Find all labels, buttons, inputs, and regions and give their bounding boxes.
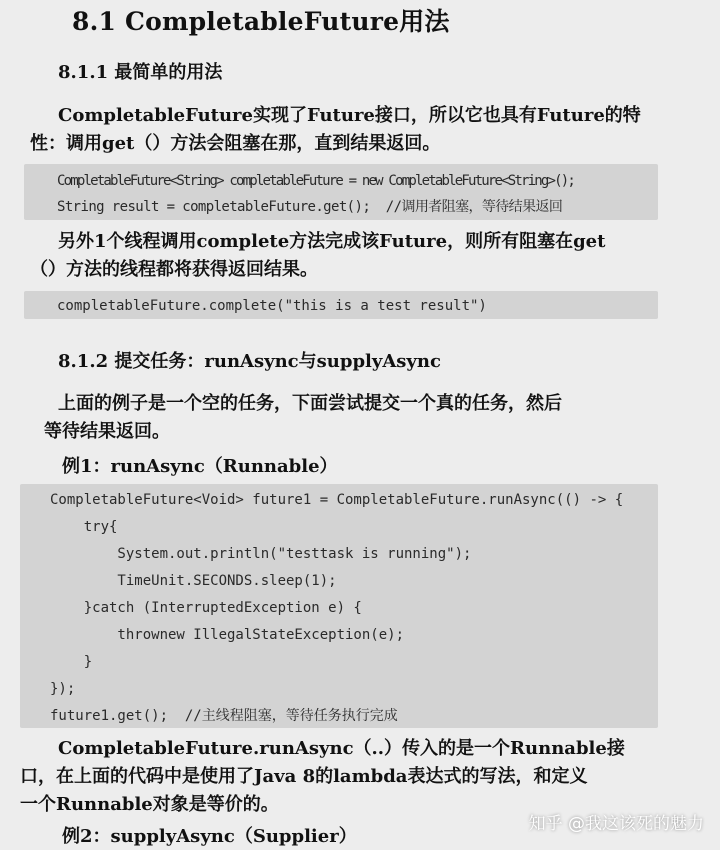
code-line: CompletableFuture<Void> future1 = CompletableFuture.runAsync(() -> { [50, 492, 624, 508]
code-line: }catch (InterruptedException e) { [50, 600, 362, 616]
code-block [24, 291, 658, 319]
zhihu-watermark: 知乎 @我这该死的魅力 [528, 814, 704, 834]
paragraph-line: 性：调用get（）方法会阻塞在那，直到结果返回。 [30, 133, 441, 154]
code-line: System.out.println("testtask is running"); [50, 546, 472, 562]
paragraph-line: 上面的例子是一个空的任务，下面尝试提交一个真的任务，然后 [58, 393, 562, 414]
code-block [20, 484, 658, 728]
section-title: 8.1 CompletableFuture用法 [72, 7, 450, 36]
paragraph-line: 另外1个线程调用complete方法完成该Future，则所有阻塞在get [58, 231, 606, 252]
paragraph-line: 等待结果返回。 [44, 421, 170, 442]
subsection-title-basic-usage: 8.1.1 最简单的用法 [58, 62, 223, 83]
paragraph-line: （）方法的线程都将获得返回结果。 [30, 259, 318, 280]
paragraph-line: 口，在上面的代码中是使用了Java 8的lambda表达式的写法，和定义 [20, 766, 588, 787]
code-line: } [50, 654, 93, 670]
code-line: }); [50, 681, 76, 697]
code-line: String result = completableFuture.get(); //调用者阻塞，等待结果返回 [57, 199, 563, 215]
example-title: 例1：runAsync（Runnable） [62, 456, 338, 477]
code-line: completableFuture.complete("this is a test result") [57, 298, 487, 314]
subsection-title-submit-tasks: 8.1.2 提交任务：runAsync与supplyAsync [58, 351, 441, 372]
code-line: CompletableFuture<String> completableFuture = new CompletableFuture<String>(); [57, 173, 575, 189]
example-title: 例2：supplyAsync（Supplier） [62, 826, 357, 847]
code-line: future1.get(); //主线程阻塞，等待任务执行完成 [50, 708, 398, 724]
code-line: TimeUnit.SECONDS.sleep(1); [50, 573, 337, 589]
paragraph-line: CompletableFuture实现了Future接口，所以它也具有Future的特 [58, 105, 641, 126]
paragraph-line: CompletableFuture.runAsync（..）传入的是一个Runnable接 [58, 738, 625, 759]
code-block [24, 164, 658, 220]
code-line: try{ [50, 519, 118, 535]
paragraph-line: 一个Runnable对象是等价的。 [20, 794, 279, 815]
code-line: thrownew IllegalStateException(e); [50, 627, 405, 643]
